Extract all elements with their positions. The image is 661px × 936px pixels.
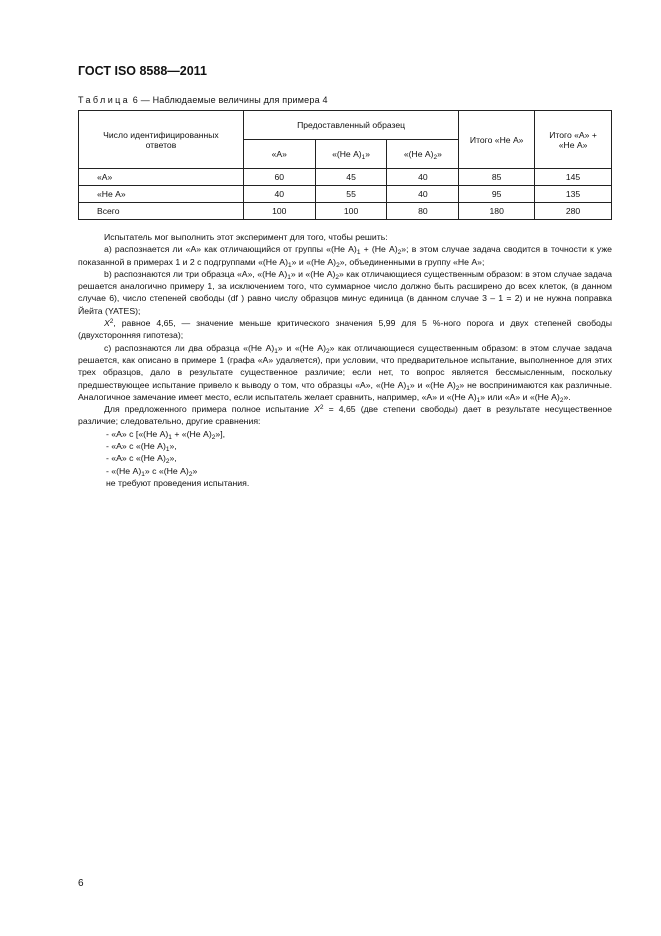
cell-not-a1: 55 (315, 186, 387, 203)
list-item: - «(Не $А)_1$» с «(Не $А)_2$» (106, 465, 198, 478)
paragraph-b: b) распознаются ли три образца «А», «(Не $А)_1$» и «(Не $А)_2$» как отличающиеся существенным образом: в этом случае задача решается аналогично примеру 1, за исключением того, что суммарное число должно быть расширено до всех клеток, (в данном случае 6), число степеней свободы (df ) равно числу образцов минус единица (в данном случае 3 – 1 = 2) и не нужна поправка Йейта (YATES); (78, 268, 612, 316)
row-label: «A» (79, 169, 244, 186)
cell-not-a1: 45 (315, 169, 387, 186)
table-header-row (79, 111, 612, 140)
table-row (79, 169, 612, 186)
page-header: ГОСТ ISO 8588—2011 (78, 64, 207, 78)
body-text (78, 231, 612, 489)
final-line: не требуют проведения испытания. (106, 477, 250, 488)
row-label: «Не A» (79, 186, 244, 203)
cell-a: 40 (243, 186, 315, 203)
header-sample-a: «A» (243, 140, 315, 169)
cell-total-all: 135 (535, 186, 612, 203)
list-item: - «А» с «(Не $А)_1$», (106, 441, 177, 454)
paragraph-chi-square: $X^2$, равное 4,65, — значение меньше критического значения 5,99 для 5 %-ного порога и двух степеней свободы (двухсторонняя гипотеза); (78, 318, 612, 341)
table-row (79, 203, 612, 220)
paragraph-conclusion: Для предложенного примера полное испытание $X^2 = 4,65$ (две степени свободы) дает в результате несущественное различие; следовательно, другие сравнения: (78, 404, 612, 427)
paragraph-a: а) распознается ли «А» как отличающийся от группы «(Не $А)_1 + (Не$ $А)_2$»; в этом случае задача сводится в точности к уже показанной в примерах 1 и 2 с подгруппами «(Не $А)_1$» и «(Не $А)_2$», объединенными в группу «Не А»; (78, 244, 612, 269)
cell-not-a2: 40 (387, 169, 459, 186)
header-sample-not-a1: «(Не $A)_1$» (315, 140, 387, 169)
paragraph-c: с) распознаются ли два образца «(Не $А)_1$» и «(Не $А)_2$» как отличающиеся существенным образом: в этом случае задача решается, как описано в примере 1 (графа «А» удаляется), при условии, что предварительное испытание, выполненное для этих трех образцов, дало в результате существенное различие; если нет, то вопрос является бессмысленным, поскольку предшествующее испытание привело к выводу о том, что образцы «А», «(Не $А)_1$» и «(Не $А)_2$» не воспринимаются как различные. Аналогичное замечание имеет место, если испытатель желает сравнить, например, «А» и «(Не $А)_1$» или «А» и «(Не $А)_2$». (78, 342, 612, 404)
row-label: Всего (79, 203, 244, 220)
cell-total-all: 280 (535, 203, 612, 220)
header-identified-responses: Число идентифицированных ответов (79, 111, 244, 169)
caption-text: 6 — Наблюдаемые величины для примера 4 (130, 95, 328, 105)
cell-total-not-a: 85 (459, 169, 535, 186)
header-sample-not-a2: «(Не $A)_2$» (387, 140, 459, 169)
list-item: - «А» с «(Не $А)_2$», (106, 453, 177, 466)
header-sample-group: Предоставленный образец (243, 111, 458, 140)
cell-total-all: 145 (535, 169, 612, 186)
cell-total-not-a: 180 (459, 203, 535, 220)
table-caption (78, 95, 328, 105)
caption-word: Таблица (78, 95, 131, 105)
header-total-all: Итого «А» + «Не А» (535, 111, 612, 169)
cell-total-not-a: 95 (459, 186, 535, 203)
header-total-not-a: Итого «Не А» (459, 111, 535, 169)
observations-table (78, 110, 612, 220)
cell-a: 100 (243, 203, 315, 220)
cell-not-a2: 40 (387, 186, 459, 203)
cell-not-a2: 80 (387, 203, 459, 220)
intro-paragraph: Испытатель мог выполнить этот эксперимент для того, чтобы решить: (104, 232, 388, 242)
page-number: 6 (78, 878, 84, 889)
list-item: - «А» с [«(Не $А)_1$ + «(Не $А)_2$»], (106, 428, 226, 441)
cell-a: 60 (243, 169, 315, 186)
table-row (79, 186, 612, 203)
cell-not-a1: 100 (315, 203, 387, 220)
